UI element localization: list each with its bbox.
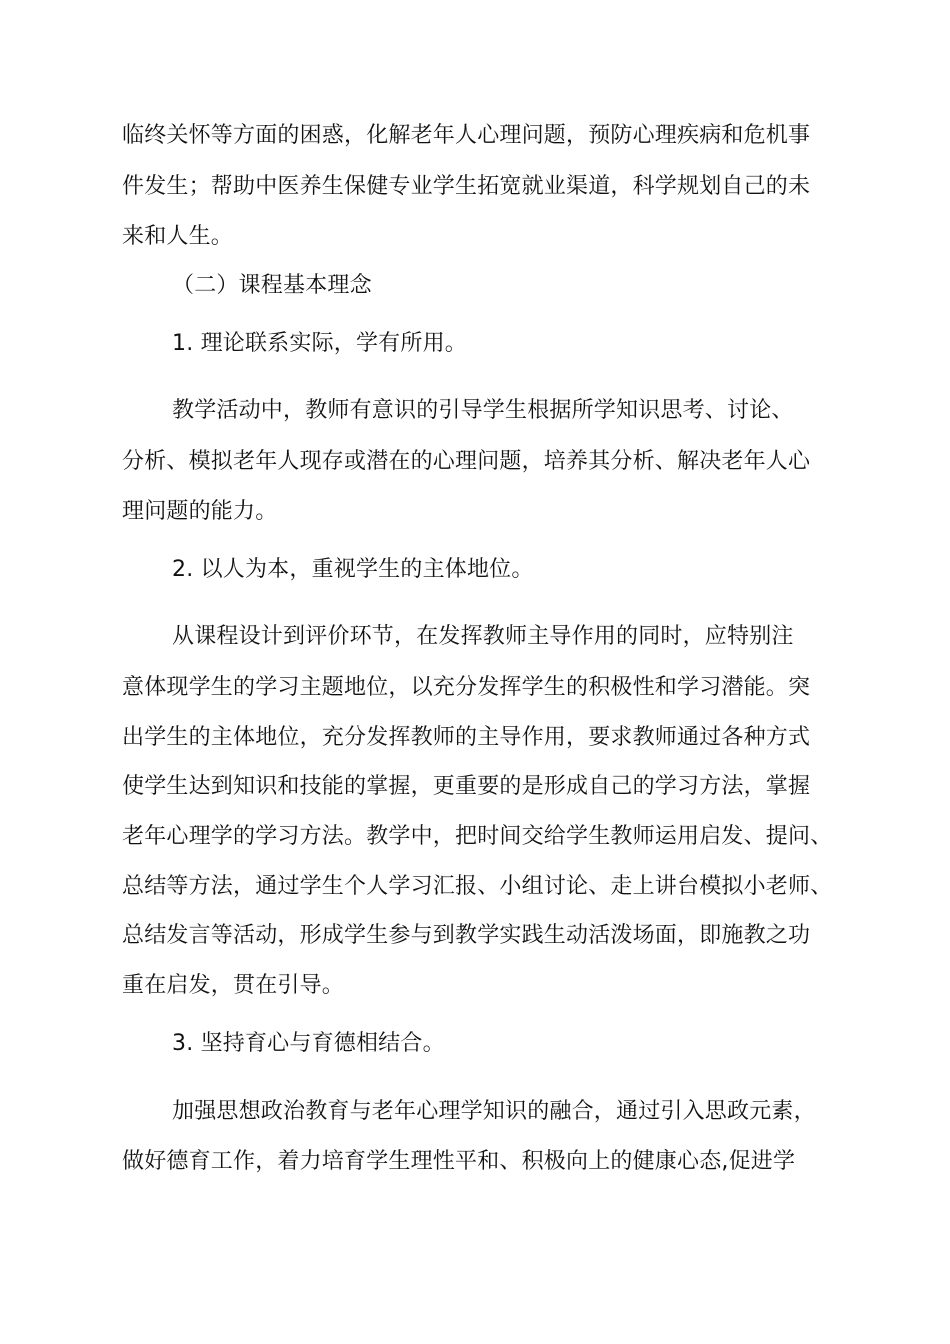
section-heading: （二）课程基本理念 (172, 273, 372, 298)
paragraph-line: 分析、模拟老年人现存或潜在的心理问题，培养其分析、解决老年人心 (122, 449, 811, 474)
paragraph-line: 件发生；帮助中医养生保健专业学生拓宽就业渠道，科学规划自己的未 (122, 174, 811, 199)
paragraph-line: 从课程设计到评价环节，在发挥教师主导作用的同时，应特别注 (172, 624, 794, 649)
paragraph-line: 加强思想政治教育与老年心理学知识的融合，通过引入思政元素， (172, 1099, 816, 1124)
numbered-heading: 1. 理论联系实际，学有所用。 (172, 331, 467, 356)
paragraph-line: 使学生达到知识和技能的掌握，更重要的是形成自己的学习方法，掌握 (122, 774, 811, 799)
paragraph-line: 理问题的能力。 (122, 499, 278, 524)
paragraph-line: 做好德育工作，着力培育学生理性平和、积极向上的健康心态,促进学 (122, 1149, 796, 1174)
paragraph-line: 总结等方法，通过学生个人学习汇报、小组讨论、走上讲台模拟小老师、 (122, 874, 833, 899)
paragraph-line: 老年心理学的学习方法。教学中，把时间交给学生教师运用启发、提问、 (122, 824, 833, 849)
paragraph-line: 教学活动中，教师有意识的引导学生根据所学知识思考、讨论、 (172, 398, 794, 423)
numbered-heading: 3. 坚持育心与育德相结合。 (172, 1031, 445, 1056)
paragraph-line: 总结发言等活动，形成学生参与到教学实践生动活泼场面，即施教之功 (122, 923, 811, 948)
paragraph-line: 意体现学生的学习主题地位，以充分发挥学生的积极性和学习潜能。突 (122, 675, 811, 700)
paragraph-line: 临终关怀等方面的困惑，化解老年人心理问题，预防心理疾病和危机事 (122, 123, 811, 148)
numbered-heading: 2. 以人为本，重视学生的主体地位。 (172, 557, 534, 582)
paragraph-line: 重在启发，贯在引导。 (122, 973, 345, 998)
paragraph-line: 来和人生。 (122, 224, 234, 249)
paragraph-line: 出学生的主体地位，充分发挥教师的主导作用，要求教师通过各种方式 (122, 725, 811, 750)
